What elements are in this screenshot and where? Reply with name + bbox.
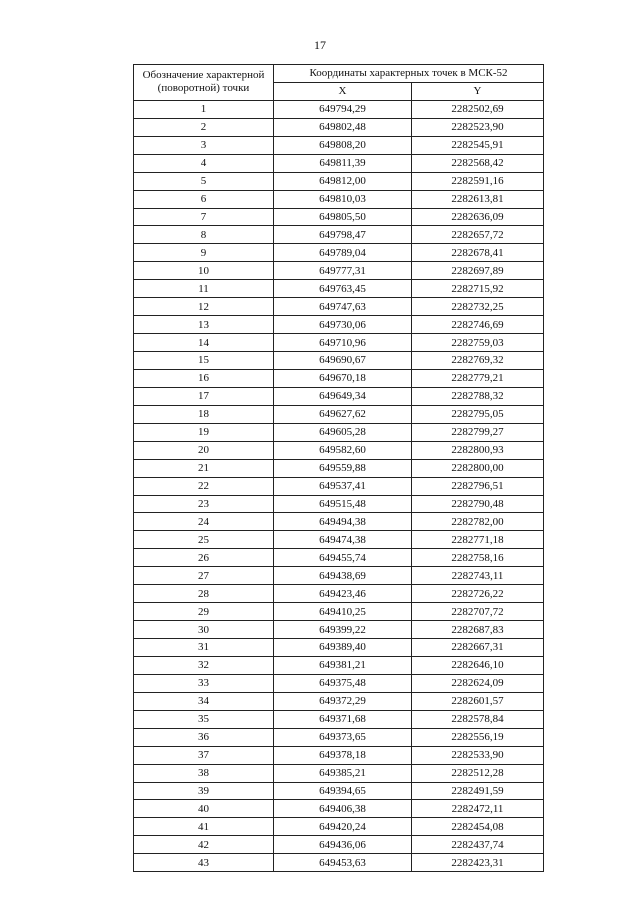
y-coordinate-cell: 2282782,00 <box>412 513 544 531</box>
point-number-cell: 40 <box>134 800 274 818</box>
x-coordinate-cell: 649399,22 <box>274 621 412 639</box>
y-coordinate-cell: 2282601,57 <box>412 692 544 710</box>
header-x: X <box>274 82 412 100</box>
x-coordinate-cell: 649690,67 <box>274 352 412 370</box>
x-coordinate-cell: 649371,68 <box>274 710 412 728</box>
point-number-cell: 18 <box>134 405 274 423</box>
y-coordinate-cell: 2282512,28 <box>412 764 544 782</box>
header-y: Y <box>412 82 544 100</box>
table-row <box>134 513 544 531</box>
x-coordinate-cell: 649372,29 <box>274 692 412 710</box>
table-row <box>134 477 544 495</box>
x-coordinate-cell: 649423,46 <box>274 585 412 603</box>
x-coordinate-cell: 649808,20 <box>274 136 412 154</box>
point-number-cell: 43 <box>134 854 274 872</box>
table-row <box>134 854 544 872</box>
table-row <box>134 710 544 728</box>
point-number-cell: 13 <box>134 316 274 334</box>
table-row <box>134 190 544 208</box>
coordinates-table <box>133 64 544 872</box>
point-number-cell: 10 <box>134 262 274 280</box>
table-row <box>134 369 544 387</box>
x-coordinate-cell: 649537,41 <box>274 477 412 495</box>
x-coordinate-cell: 649389,40 <box>274 639 412 657</box>
y-coordinate-cell: 2282454,08 <box>412 818 544 836</box>
point-number-cell: 37 <box>134 746 274 764</box>
y-coordinate-cell: 2282769,32 <box>412 352 544 370</box>
y-coordinate-cell: 2282502,69 <box>412 100 544 118</box>
table-row <box>134 352 544 370</box>
x-coordinate-cell: 649812,00 <box>274 172 412 190</box>
table-row <box>134 495 544 513</box>
table-body <box>134 100 544 871</box>
x-coordinate-cell: 649747,63 <box>274 298 412 316</box>
point-number-cell: 23 <box>134 495 274 513</box>
x-coordinate-cell: 649605,28 <box>274 423 412 441</box>
table-row <box>134 172 544 190</box>
y-coordinate-cell: 2282788,32 <box>412 387 544 405</box>
table-row <box>134 441 544 459</box>
y-coordinate-cell: 2282697,89 <box>412 262 544 280</box>
point-number-cell: 3 <box>134 136 274 154</box>
y-coordinate-cell: 2282715,92 <box>412 280 544 298</box>
table-row <box>134 298 544 316</box>
point-number-cell: 33 <box>134 674 274 692</box>
y-coordinate-cell: 2282732,25 <box>412 298 544 316</box>
table-row <box>134 656 544 674</box>
table-row <box>134 334 544 352</box>
x-coordinate-cell: 649710,96 <box>274 334 412 352</box>
table-row <box>134 674 544 692</box>
y-coordinate-cell: 2282568,42 <box>412 154 544 172</box>
point-number-cell: 5 <box>134 172 274 190</box>
point-number-cell: 20 <box>134 441 274 459</box>
table-row <box>134 836 544 854</box>
x-coordinate-cell: 649559,88 <box>274 459 412 477</box>
y-coordinate-cell: 2282779,21 <box>412 369 544 387</box>
x-coordinate-cell: 649763,45 <box>274 280 412 298</box>
table-row <box>134 423 544 441</box>
y-coordinate-cell: 2282746,69 <box>412 316 544 334</box>
y-coordinate-cell: 2282556,19 <box>412 728 544 746</box>
x-coordinate-cell: 649777,31 <box>274 262 412 280</box>
page-number: 17 <box>314 38 326 52</box>
table-row <box>134 316 544 334</box>
table-row <box>134 405 544 423</box>
y-coordinate-cell: 2282796,51 <box>412 477 544 495</box>
table-row <box>134 136 544 154</box>
point-number-cell: 22 <box>134 477 274 495</box>
point-number-cell: 12 <box>134 298 274 316</box>
x-coordinate-cell: 649789,04 <box>274 244 412 262</box>
y-coordinate-cell: 2282726,22 <box>412 585 544 603</box>
y-coordinate-cell: 2282743,11 <box>412 567 544 585</box>
y-coordinate-cell: 2282545,91 <box>412 136 544 154</box>
x-coordinate-cell: 649802,48 <box>274 118 412 136</box>
x-coordinate-cell: 649406,38 <box>274 800 412 818</box>
table-row <box>134 387 544 405</box>
x-coordinate-cell: 649410,25 <box>274 603 412 621</box>
y-coordinate-cell: 2282678,41 <box>412 244 544 262</box>
y-coordinate-cell: 2282790,48 <box>412 495 544 513</box>
x-coordinate-cell: 649455,74 <box>274 549 412 567</box>
table-row <box>134 818 544 836</box>
point-number-cell: 24 <box>134 513 274 531</box>
table-row <box>134 208 544 226</box>
table-row <box>134 603 544 621</box>
x-coordinate-cell: 649730,06 <box>274 316 412 334</box>
y-coordinate-cell: 2282795,05 <box>412 405 544 423</box>
x-coordinate-cell: 649436,06 <box>274 836 412 854</box>
point-number-cell: 21 <box>134 459 274 477</box>
table-row <box>134 782 544 800</box>
table-row <box>134 262 544 280</box>
x-coordinate-cell: 649810,03 <box>274 190 412 208</box>
table-row <box>134 531 544 549</box>
y-coordinate-cell: 2282657,72 <box>412 226 544 244</box>
table-row <box>134 459 544 477</box>
table-row <box>134 154 544 172</box>
y-coordinate-cell: 2282591,16 <box>412 172 544 190</box>
y-coordinate-cell: 2282646,10 <box>412 656 544 674</box>
y-coordinate-cell: 2282636,09 <box>412 208 544 226</box>
point-number-cell: 36 <box>134 728 274 746</box>
y-coordinate-cell: 2282613,81 <box>412 190 544 208</box>
point-number-cell: 31 <box>134 639 274 657</box>
x-coordinate-cell: 649627,62 <box>274 405 412 423</box>
point-number-cell: 16 <box>134 369 274 387</box>
table-row <box>134 585 544 603</box>
y-coordinate-cell: 2282423,31 <box>412 854 544 872</box>
table-row <box>134 728 544 746</box>
x-coordinate-cell: 649670,18 <box>274 369 412 387</box>
y-coordinate-cell: 2282624,09 <box>412 674 544 692</box>
table-row <box>134 800 544 818</box>
y-coordinate-cell: 2282707,72 <box>412 603 544 621</box>
x-coordinate-cell: 649381,21 <box>274 656 412 674</box>
point-number-cell: 38 <box>134 764 274 782</box>
table-row <box>134 118 544 136</box>
y-coordinate-cell: 2282759,03 <box>412 334 544 352</box>
y-coordinate-cell: 2282472,11 <box>412 800 544 818</box>
point-number-cell: 11 <box>134 280 274 298</box>
point-number-cell: 17 <box>134 387 274 405</box>
point-number-cell: 9 <box>134 244 274 262</box>
table-row <box>134 567 544 585</box>
point-number-cell: 29 <box>134 603 274 621</box>
point-number-cell: 2 <box>134 118 274 136</box>
x-coordinate-cell: 649582,60 <box>274 441 412 459</box>
table-row <box>134 244 544 262</box>
point-number-cell: 26 <box>134 549 274 567</box>
point-number-cell: 30 <box>134 621 274 639</box>
x-coordinate-cell: 649373,65 <box>274 728 412 746</box>
y-coordinate-cell: 2282800,93 <box>412 441 544 459</box>
x-coordinate-cell: 649378,18 <box>274 746 412 764</box>
point-number-cell: 15 <box>134 352 274 370</box>
x-coordinate-cell: 649453,63 <box>274 854 412 872</box>
x-coordinate-cell: 649805,50 <box>274 208 412 226</box>
table-row <box>134 226 544 244</box>
point-number-cell: 32 <box>134 656 274 674</box>
y-coordinate-cell: 2282758,16 <box>412 549 544 567</box>
point-number-cell: 41 <box>134 818 274 836</box>
x-coordinate-cell: 649811,39 <box>274 154 412 172</box>
y-coordinate-cell: 2282687,83 <box>412 621 544 639</box>
table-row <box>134 100 544 118</box>
x-coordinate-cell: 649794,29 <box>274 100 412 118</box>
header-point-designation: Обозначение характерной (поворотной) точки <box>134 65 274 101</box>
y-coordinate-cell: 2282667,31 <box>412 639 544 657</box>
x-coordinate-cell: 649394,65 <box>274 782 412 800</box>
x-coordinate-cell: 649649,34 <box>274 387 412 405</box>
point-number-cell: 19 <box>134 423 274 441</box>
x-coordinate-cell: 649474,38 <box>274 531 412 549</box>
x-coordinate-cell: 649385,21 <box>274 764 412 782</box>
point-number-cell: 8 <box>134 226 274 244</box>
point-number-cell: 6 <box>134 190 274 208</box>
point-number-cell: 35 <box>134 710 274 728</box>
y-coordinate-cell: 2282491,59 <box>412 782 544 800</box>
table-row <box>134 621 544 639</box>
table-row <box>134 746 544 764</box>
x-coordinate-cell: 649438,69 <box>274 567 412 585</box>
y-coordinate-cell: 2282578,84 <box>412 710 544 728</box>
x-coordinate-cell: 649375,48 <box>274 674 412 692</box>
point-number-cell: 7 <box>134 208 274 226</box>
y-coordinate-cell: 2282771,18 <box>412 531 544 549</box>
table-row <box>134 764 544 782</box>
x-coordinate-cell: 649420,24 <box>274 818 412 836</box>
y-coordinate-cell: 2282437,74 <box>412 836 544 854</box>
point-number-cell: 39 <box>134 782 274 800</box>
x-coordinate-cell: 649798,47 <box>274 226 412 244</box>
point-number-cell: 14 <box>134 334 274 352</box>
header-coordinates-group: Координаты характерных точек в МСК-52 <box>274 65 544 83</box>
y-coordinate-cell: 2282799,27 <box>412 423 544 441</box>
table-row <box>134 280 544 298</box>
point-number-cell: 1 <box>134 100 274 118</box>
y-coordinate-cell: 2282533,90 <box>412 746 544 764</box>
point-number-cell: 27 <box>134 567 274 585</box>
table-row <box>134 692 544 710</box>
table-row <box>134 639 544 657</box>
point-number-cell: 42 <box>134 836 274 854</box>
y-coordinate-cell: 2282800,00 <box>412 459 544 477</box>
x-coordinate-cell: 649515,48 <box>274 495 412 513</box>
y-coordinate-cell: 2282523,90 <box>412 118 544 136</box>
point-number-cell: 28 <box>134 585 274 603</box>
table-row <box>134 549 544 567</box>
point-number-cell: 25 <box>134 531 274 549</box>
x-coordinate-cell: 649494,38 <box>274 513 412 531</box>
point-number-cell: 4 <box>134 154 274 172</box>
point-number-cell: 34 <box>134 692 274 710</box>
